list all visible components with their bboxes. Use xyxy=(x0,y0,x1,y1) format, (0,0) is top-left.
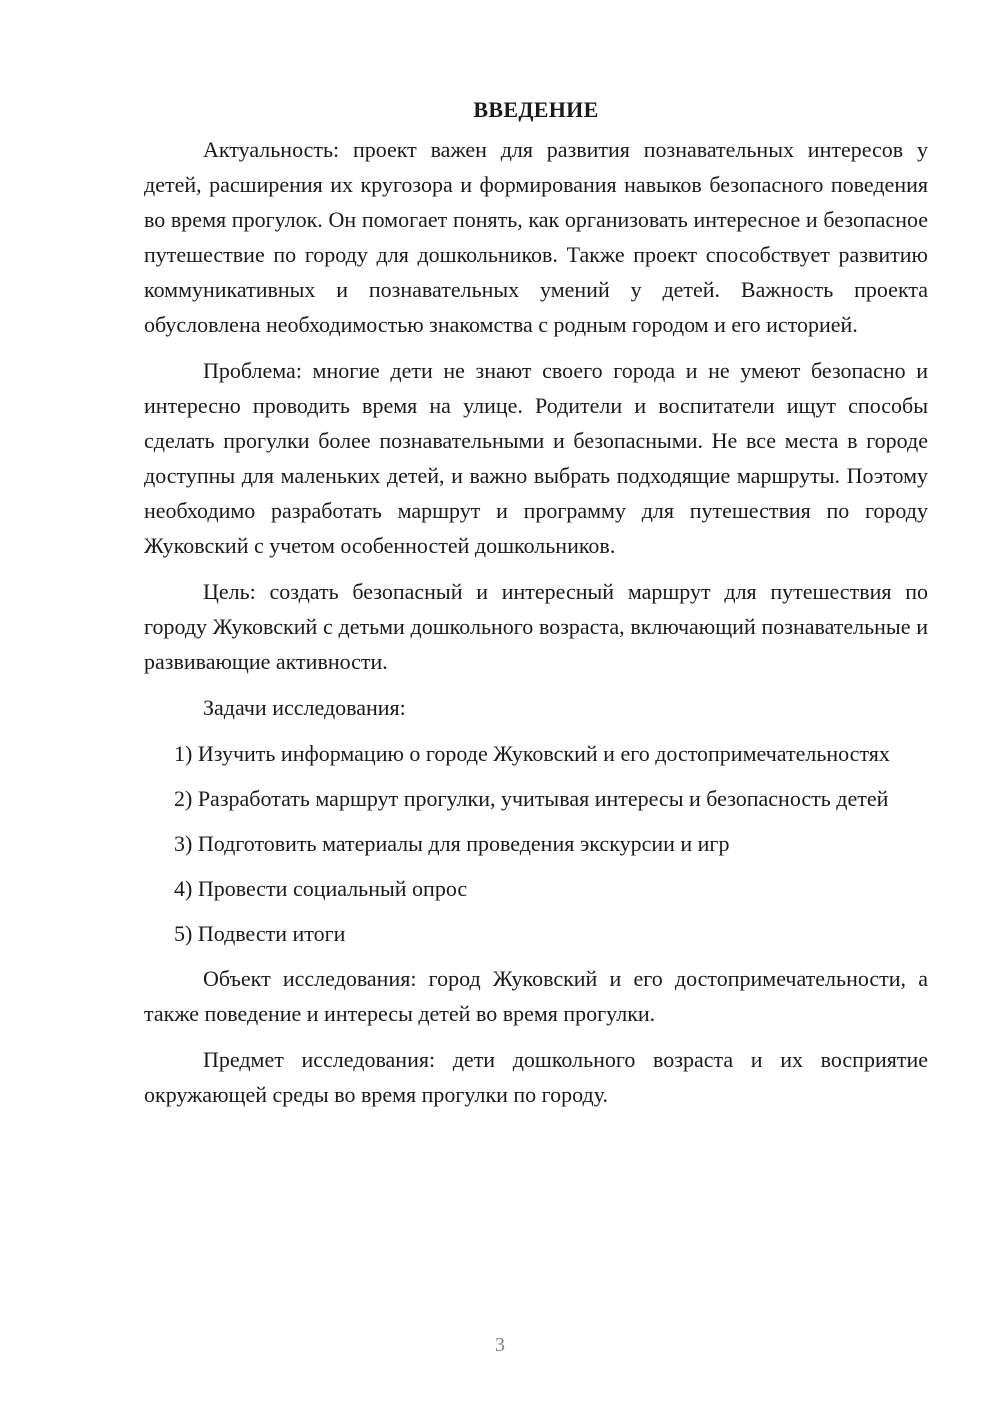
section-title: ВВЕДЕНИЕ xyxy=(473,97,599,122)
paragraph-goal: Цель: создать безопасный и интересный маршрут для путешествия по городу Жуковский с детьми дошкольного возраста, включающий познавательные и развивающие активности. xyxy=(144,579,928,674)
document-page xyxy=(144,92,928,1123)
tasks-heading: Задачи исследования: xyxy=(203,695,406,720)
page-number: 3 xyxy=(495,1334,505,1356)
task-item-3: 3) Подготовить материалы для проведения экскурсии и игр xyxy=(174,831,730,856)
task-item-4: 4) Провести социальный опрос xyxy=(174,876,468,901)
task-item-5: 5) Подвести итоги xyxy=(174,921,346,946)
paragraph-subject: Предмет исследования: дети дошкольного возраста и их восприятие окружающей среды во время прогулки по городу. xyxy=(144,1047,928,1107)
paragraph-object: Объект исследования: город Жуковский и его достопримечательности, а также поведение и интересы детей во время прогулки. xyxy=(144,966,928,1026)
task-item-2: 2) Разработать маршрут прогулки, учитывая интересы и безопасность детей xyxy=(174,786,889,811)
paragraph-relevance: Актуальность: проект важен для развития познавательных интересов у детей, расширения их кругозора и формирования навыков безопасного поведения во время прогулок. Он помогает понять, как организовать интересное и безопасное путешествие по городу для дошкольников. Также проект способствует развитию коммуникативных и познавательных умений у детей. Важность проекта обусловлена необходимостью знакомства с родным городом и его историей. xyxy=(144,137,928,337)
task-item-1: 1) Изучить информацию о городе Жуковский и его достопримечательностях xyxy=(174,741,890,766)
paragraph-problem: Проблема: многие дети не знают своего города и не умеют безопасно и интересно проводить время на улице. Родители и воспитатели ищут способы сделать прогулки более познавательными и безопасными. Не все места в городе доступны для маленьких детей, и важно выбрать подходящие маршруты. Поэтому необходимо разработать маршрут и программу для путешествия по городу Жуковский с учетом особенностей дошкольников. xyxy=(144,358,928,558)
